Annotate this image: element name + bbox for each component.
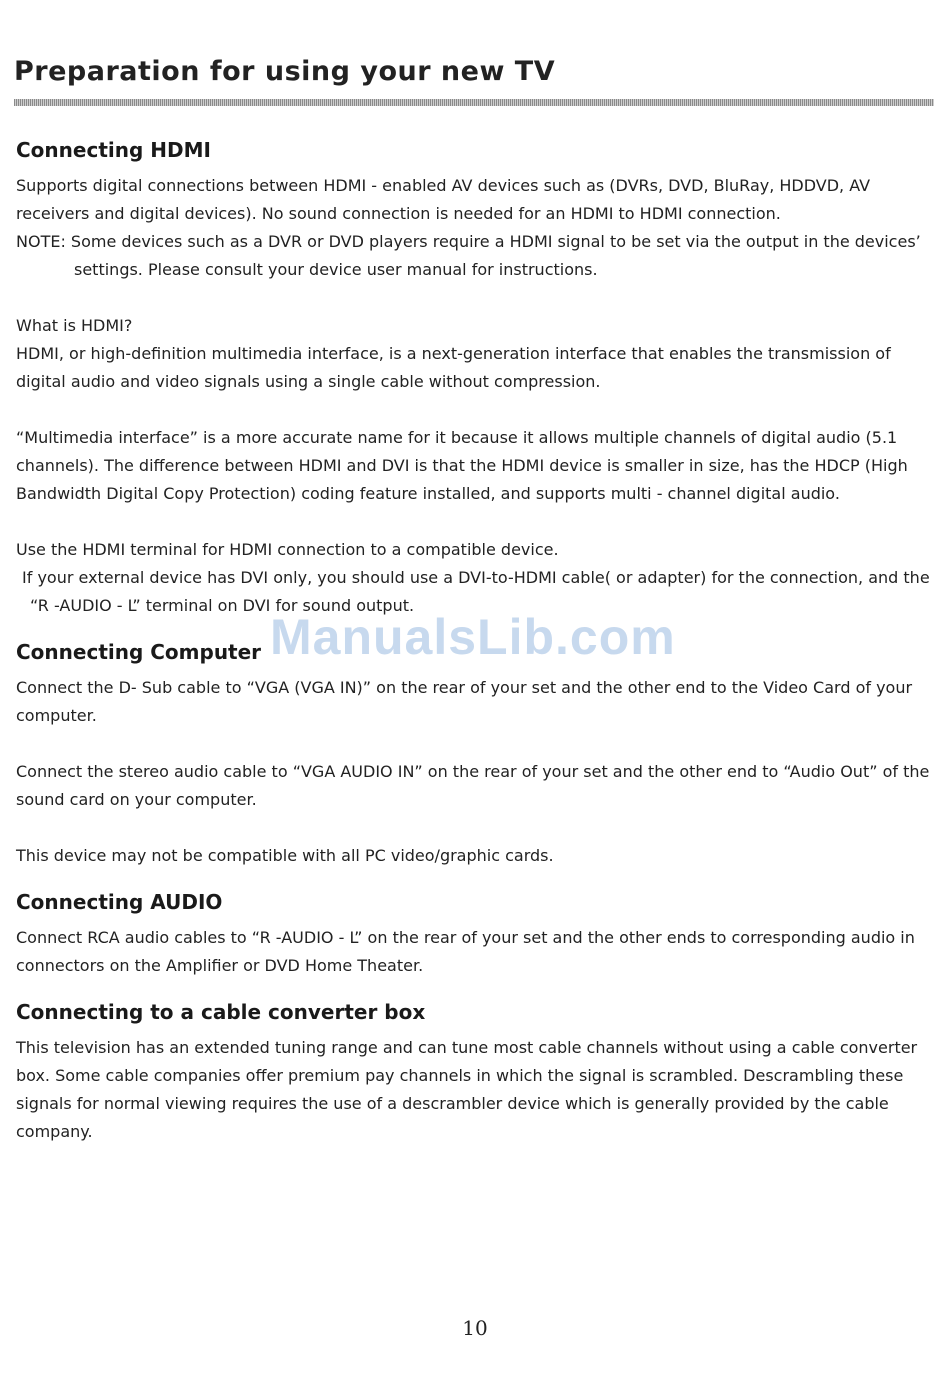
watermark: ManualsLib.com: [270, 609, 676, 665]
section-cable: [16, 990, 940, 1146]
computer-vga-text: Connect the D- Sub cable to “VGA (VGA IN)” on the rear of your set and the other end to the Video Card of your computer.: [16, 678, 913, 725]
cable-text: This television has an extended tuning range and can tune most cable channels without using a cable converter box. Some cable companies offer premium pay channels in which the signal is scrambled. Descrambling these signals for normal viewing requires the use of a descrambler device which is generally provided by the cable company.: [16, 1038, 918, 1141]
page-title: Preparation for using your new TV: [14, 56, 556, 87]
title-divider: [14, 99, 934, 106]
section-audio: [16, 880, 940, 980]
section-hdmi: [16, 128, 940, 620]
hdmi-description: Supports digital connections between HDMI - enabled AV devices such as (DVRs, DVD, BluRay, HDDVD, AV receivers and digital devices). No sound connection is needed for an HDMI to HDMI connection.: [16, 176, 871, 223]
section-heading-computer: Connecting Computer: [16, 640, 262, 664]
computer-compatibility-text: This device may not be compatible with all PC video/graphic cards.: [16, 846, 554, 865]
hdmi-multimedia-text: “Multimedia interface” is a more accurate name for it because it allows multiple channels of digital audio (5.1 channels). The difference between HDMI and DVI is that the HDMI device is smaller in size, has the HDCP (High Bandwidth Digital Copy Protection) coding feature installed, and supports multi - channel digital audio.: [16, 428, 908, 503]
page-content: [16, 128, 940, 1146]
hdmi-note: NOTE: Some devices such as a DVR or DVD players require a HDMI signal to be set via the output in the devices’ settings. Please consult your device user manual for instructions.: [16, 232, 921, 279]
section-heading-hdmi: Connecting HDMI: [16, 138, 211, 162]
hdmi-definition: HDMI, or high-definition multimedia interface, is a next-generation interface that enables the transmission of digital audio and video signals using a single cable without compression.: [16, 344, 891, 391]
section-computer: [16, 630, 940, 870]
hdmi-question: What is HDMI?: [16, 316, 133, 335]
page-number: 10: [462, 1316, 488, 1340]
hdmi-usage-line-2: If your external device has DVI only, you should use a DVI-to-HDMI cable( or adapter) for the connection, and the: [22, 568, 930, 587]
section-heading-audio: Connecting AUDIO: [16, 890, 223, 914]
hdmi-usage-line-1: Use the HDMI terminal for HDMI connection to a compatible device.: [16, 540, 559, 559]
hdmi-usage-line-3: “R -AUDIO - L” terminal on DVI for sound output.: [30, 596, 415, 615]
section-heading-cable: Connecting to a cable converter box: [16, 1000, 426, 1024]
computer-audio-text: Connect the stereo audio cable to “VGA AUDIO IN” on the rear of your set and the other end to “Audio Out” of the sound card on your computer.: [16, 762, 930, 809]
audio-text: Connect RCA audio cables to “R -AUDIO - L” on the rear of your set and the other ends to corresponding audio in connectors on the Amplifier or DVD Home Theater.: [16, 928, 915, 975]
